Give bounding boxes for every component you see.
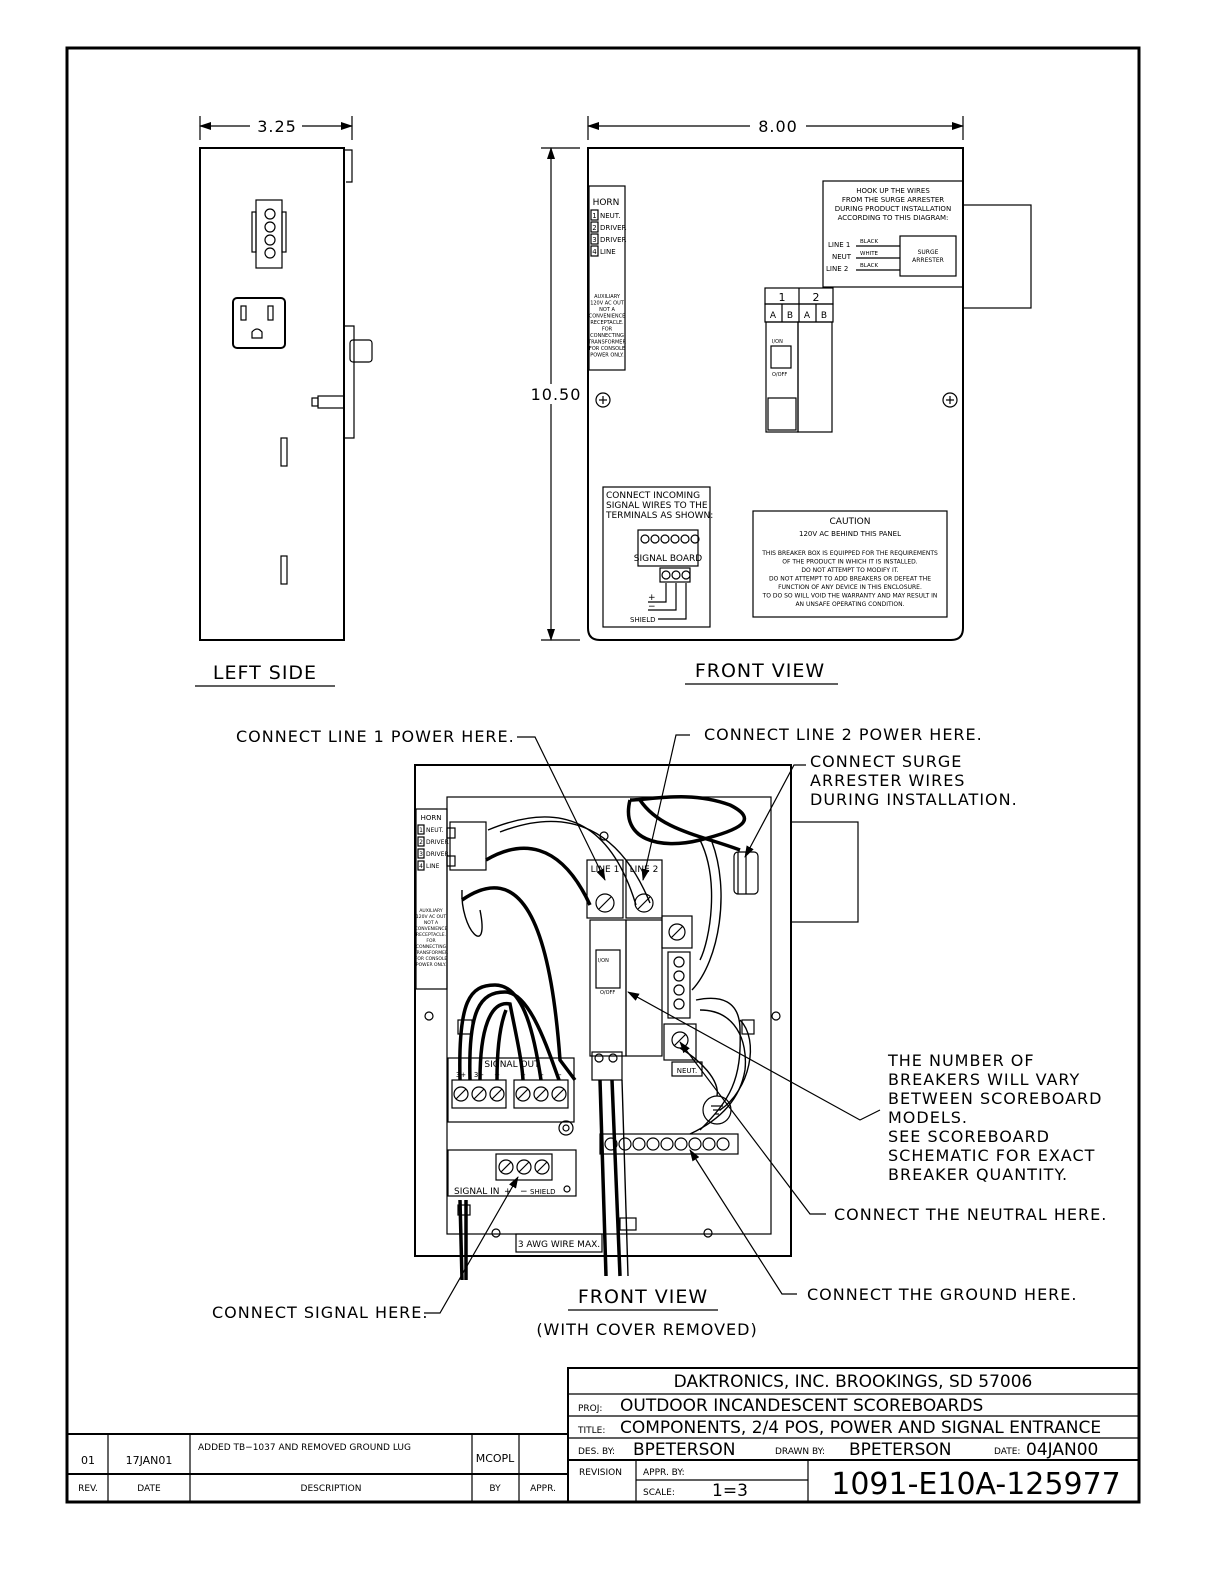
label-line: FUNCTION OF ANY DEVICE IN THIS ENCLOSURE.: [778, 584, 922, 591]
svg-text:I/ON: I/ON: [772, 339, 783, 345]
label-line: FOR: [426, 939, 436, 944]
svg-text:1: 1: [592, 212, 597, 220]
svg-text:SHIELD: SHIELD: [630, 616, 656, 624]
svg-text:B: B: [786, 311, 794, 321]
outlet-icon: [233, 298, 285, 348]
svg-text:SIGNAL IN: SIGNAL IN: [454, 1187, 500, 1197]
svg-text:SIGNAL BOARD: SIGNAL BOARD: [633, 554, 703, 564]
label-line: FOR: [601, 326, 613, 333]
svg-text:−: −: [556, 1071, 562, 1079]
horn-label: [587, 186, 626, 370]
rev-number: 01: [81, 1454, 95, 1467]
svg-text:SEE SCOREBOARD: SEE SCOREBOARD: [888, 1127, 1050, 1146]
svg-text:DATE:: DATE:: [994, 1447, 1021, 1457]
label-line: POWER ONLY.: [415, 963, 447, 968]
svg-text:3+: 3+: [455, 1071, 467, 1079]
label-line: DO NOT ATTEMPT TO ADD BREAKERS OR DEFEAT THE: [768, 575, 932, 583]
drawing-number: 1091-E10A-125977: [831, 1467, 1121, 1502]
callout-ground: CONNECT THE GROUND HERE.: [807, 1285, 1078, 1304]
svg-text:A: A: [803, 311, 811, 321]
callout-neutral: CONNECT THE NEUTRAL HERE.: [834, 1205, 1108, 1224]
wire-max-label: 3 AWG WIRE MAX.: [517, 1240, 601, 1250]
svg-text:DURING PRODUCT INSTALLATION: DURING PRODUCT INSTALLATION: [834, 205, 952, 213]
hookup-label: [823, 181, 963, 287]
label-line: FOR CONSOLE: [588, 346, 626, 352]
label-line: AUXILIARY: [419, 909, 443, 914]
svg-text:WHITE: WHITE: [860, 251, 879, 257]
svg-text:SURGE: SURGE: [917, 249, 939, 256]
svg-text:SHIELD: SHIELD: [530, 1188, 556, 1196]
sheet-border: [67, 48, 1139, 1502]
connector-icon: [252, 200, 286, 268]
svg-text:APPR. BY:: APPR. BY:: [643, 1468, 685, 1478]
svg-text:BY: BY: [489, 1484, 501, 1494]
svg-text:O/OFF: O/OFF: [600, 990, 616, 996]
svg-text:APPR.: APPR.: [530, 1484, 556, 1494]
neutral-bar: [662, 916, 702, 1076]
svg-text:TITLE:: TITLE:: [578, 1426, 606, 1436]
svg-text:DRIVER: DRIVER: [426, 851, 449, 858]
svg-text:SIGNAL WIRES TO THE: SIGNAL WIRES TO THE: [606, 501, 708, 511]
rev-by: MCOPL: [475, 1452, 515, 1465]
left-side-view: [195, 116, 372, 686]
label-line: POWER ONLY.: [590, 352, 624, 359]
label-line: CONVENIENCE: [588, 313, 626, 320]
width-dimension: 3.25: [257, 117, 297, 136]
drafter: BPETERSON: [849, 1440, 952, 1460]
revision-block: [67, 1434, 568, 1502]
drawing-date: 04JAN00: [1026, 1440, 1099, 1460]
svg-text:BLACK: BLACK: [860, 239, 879, 245]
svg-text:LINE: LINE: [600, 248, 616, 256]
svg-text:3: 3: [592, 236, 597, 244]
label-line: RECEPTACLE.: [590, 320, 624, 326]
caution-label: [753, 511, 947, 617]
callouts: [212, 725, 1107, 1322]
svg-text:−: −: [520, 1187, 528, 1197]
interior-view: [413, 765, 858, 1339]
surge-arrester-box: [963, 205, 1031, 308]
label-line: 120V AC OUT: [415, 915, 447, 920]
company: DAKTRONICS, INC. BROOKINGS, SD 57006: [673, 1372, 1033, 1392]
svg-text:I/ON: I/ON: [598, 958, 609, 964]
cover-removed-label: (WITH COVER REMOVED): [536, 1320, 758, 1339]
svg-text:CONNECT SURGE: CONNECT SURGE: [810, 752, 963, 771]
svg-text:DRAWN BY:: DRAWN BY:: [775, 1447, 825, 1457]
label-line: AUXILIARY: [594, 294, 620, 300]
svg-text:BLACK: BLACK: [860, 263, 879, 269]
label-line: TRANSFORMER: [413, 951, 449, 956]
svg-text:DESCRIPTION: DESCRIPTION: [300, 1484, 362, 1494]
svg-text:NEUT.: NEUT.: [676, 1067, 698, 1075]
label-line: AN UNSAFE OPERATING CONDITION.: [795, 601, 905, 608]
drawing-title: COMPONENTS, 2/4 POS, POWER AND SIGNAL ENTRANCE: [620, 1418, 1102, 1438]
title-block: [568, 1368, 1139, 1502]
svg-text:SCHEMATIC FOR EXACT: SCHEMATIC FOR EXACT: [888, 1146, 1096, 1165]
callout-signal: CONNECT SIGNAL HERE.: [212, 1303, 429, 1322]
breakers: [587, 860, 662, 1080]
svg-text:ARRESTER: ARRESTER: [912, 257, 944, 264]
svg-text:LINE 1: LINE 1: [828, 241, 851, 249]
label-line: OF THE PRODUCT IN WHICH IT IS INSTALLED.: [782, 558, 918, 566]
label-line: CONNECTING: [415, 945, 447, 950]
signal-board-terminals: [641, 535, 699, 543]
svg-text:REV.: REV.: [78, 1484, 98, 1494]
svg-text:+: +: [648, 593, 656, 603]
svg-text:−: −: [520, 1071, 526, 1079]
svg-text:2: 2: [812, 291, 820, 304]
svg-text:REVISION: REVISION: [579, 1468, 622, 1478]
front-view-label: FRONT VIEW: [694, 660, 826, 682]
svg-text:+: +: [504, 1187, 512, 1197]
svg-text:MODELS.: MODELS.: [888, 1108, 968, 1127]
front-width-dimension: 8.00: [758, 117, 798, 136]
label-line: NOT A: [599, 307, 615, 313]
ground-bar: [600, 1134, 738, 1154]
label-line: CONNECTING: [590, 333, 624, 339]
svg-text:O/OFF: O/OFF: [772, 372, 788, 378]
svg-text:−: −: [648, 602, 656, 612]
svg-text:LINE 1: LINE 1: [590, 865, 620, 875]
svg-text:HOOK UP THE WIRES: HOOK UP THE WIRES: [856, 187, 930, 195]
signal-in-block: [448, 1150, 576, 1197]
front-view: [530, 116, 1031, 684]
svg-text:BREAKER QUANTITY.: BREAKER QUANTITY.: [888, 1165, 1069, 1184]
project: OUTDOOR INCANDESCENT SCOREBOARDS: [620, 1396, 984, 1416]
scale: 1=3: [712, 1481, 748, 1501]
left-side-label: LEFT SIDE: [212, 662, 318, 684]
svg-text:DRIVER: DRIVER: [600, 236, 627, 244]
designer: BPETERSON: [633, 1440, 736, 1460]
svg-text:ACCORDING TO THIS DIAGRAM:: ACCORDING TO THIS DIAGRAM:: [837, 214, 949, 222]
svg-text:2: 2: [592, 224, 597, 232]
svg-text:THE NUMBER OF: THE NUMBER OF: [888, 1051, 1035, 1070]
svg-text:DURING INSTALLATION.: DURING INSTALLATION.: [810, 790, 1018, 809]
breaker-module: [765, 288, 833, 432]
front-view-2-label: FRONT VIEW: [577, 1286, 709, 1308]
label-line: RECEPTACLE.: [416, 933, 446, 938]
interior-horn-label: [413, 809, 449, 989]
callout-surge: [810, 752, 1018, 809]
svg-text:TERMINALS AS SHOWN:: TERMINALS AS SHOWN:: [606, 511, 714, 521]
svg-text:1: 1: [778, 291, 786, 304]
callout-line1: CONNECT LINE 1 POWER HERE.: [236, 727, 515, 746]
svg-text:LINE 2: LINE 2: [826, 265, 849, 273]
svg-text:NEUT.: NEUT.: [426, 827, 444, 834]
svg-text:DATE: DATE: [137, 1484, 161, 1494]
svg-text:FROM THE SURGE ARRESTER: FROM THE SURGE ARRESTER: [841, 196, 945, 204]
svg-text:DES. BY:: DES. BY:: [578, 1447, 616, 1457]
svg-text:+: +: [538, 1071, 544, 1079]
svg-text:SIGNAL OUT: SIGNAL OUT: [484, 1060, 540, 1070]
svg-text:ARRESTER WIRES: ARRESTER WIRES: [810, 771, 966, 790]
svg-text:HORN: HORN: [592, 198, 620, 208]
svg-text:HORN: HORN: [420, 814, 442, 822]
latch: [350, 340, 372, 362]
callout-breakers: [887, 1051, 1103, 1184]
svg-text:NEUT: NEUT: [832, 253, 852, 261]
svg-text:DRIVER: DRIVER: [426, 839, 449, 846]
svg-text:CAUTION: CAUTION: [829, 517, 871, 527]
callout-line2: CONNECT LINE 2 POWER HERE.: [704, 725, 983, 744]
svg-text:SCALE:: SCALE:: [643, 1488, 675, 1498]
svg-text:A: A: [769, 311, 777, 321]
svg-text:LINE: LINE: [426, 863, 440, 870]
svg-text:120V AC BEHIND THIS PANEL: 120V AC BEHIND THIS PANEL: [799, 530, 901, 538]
signal-label: [603, 487, 713, 627]
svg-text:BREAKERS WILL VARY: BREAKERS WILL VARY: [888, 1070, 1081, 1089]
svg-text:4: 4: [592, 248, 597, 256]
label-line: CONVENIENCE: [414, 927, 448, 932]
svg-text:3−: 3−: [473, 1071, 485, 1079]
label-line: FOR CONSOLE: [414, 957, 448, 962]
svg-text:CONNECT INCOMING: CONNECT INCOMING: [606, 491, 701, 501]
svg-text:+: +: [494, 1071, 500, 1079]
svg-text:PROJ:: PROJ:: [578, 1404, 603, 1414]
rev-date: 17JAN01: [125, 1454, 173, 1467]
label-line: TRANSFORMER: [588, 339, 626, 346]
svg-text:LINE 2: LINE 2: [629, 865, 659, 875]
rev-description: ADDED TB−1037 AND REMOVED GROUND LUG: [198, 1443, 411, 1453]
label-line: TO DO SO WILL VOID THE WARRANTY AND MAY RESULT IN: [762, 592, 938, 600]
label-line: 120V AC OUT: [590, 300, 624, 307]
svg-text:DRIVER: DRIVER: [600, 224, 627, 232]
label-line: NOT A: [423, 921, 439, 926]
svg-text:B: B: [820, 311, 828, 321]
svg-text:1: 1: [419, 827, 423, 834]
height-dimension: 10.50: [530, 385, 582, 404]
svg-text:BETWEEN SCOREBOARD: BETWEEN SCOREBOARD: [888, 1089, 1103, 1108]
svg-text:2: 2: [419, 839, 423, 846]
label-line: THIS BREAKER BOX IS EQUIPPED FOR THE REQUIREMENTS: [762, 550, 938, 557]
svg-text:3: 3: [419, 851, 423, 858]
svg-text:4: 4: [419, 863, 423, 870]
label-line: DO NOT ATTEMPT TO MODIFY IT.: [801, 567, 899, 574]
svg-text:NEUT.: NEUT.: [600, 212, 621, 220]
